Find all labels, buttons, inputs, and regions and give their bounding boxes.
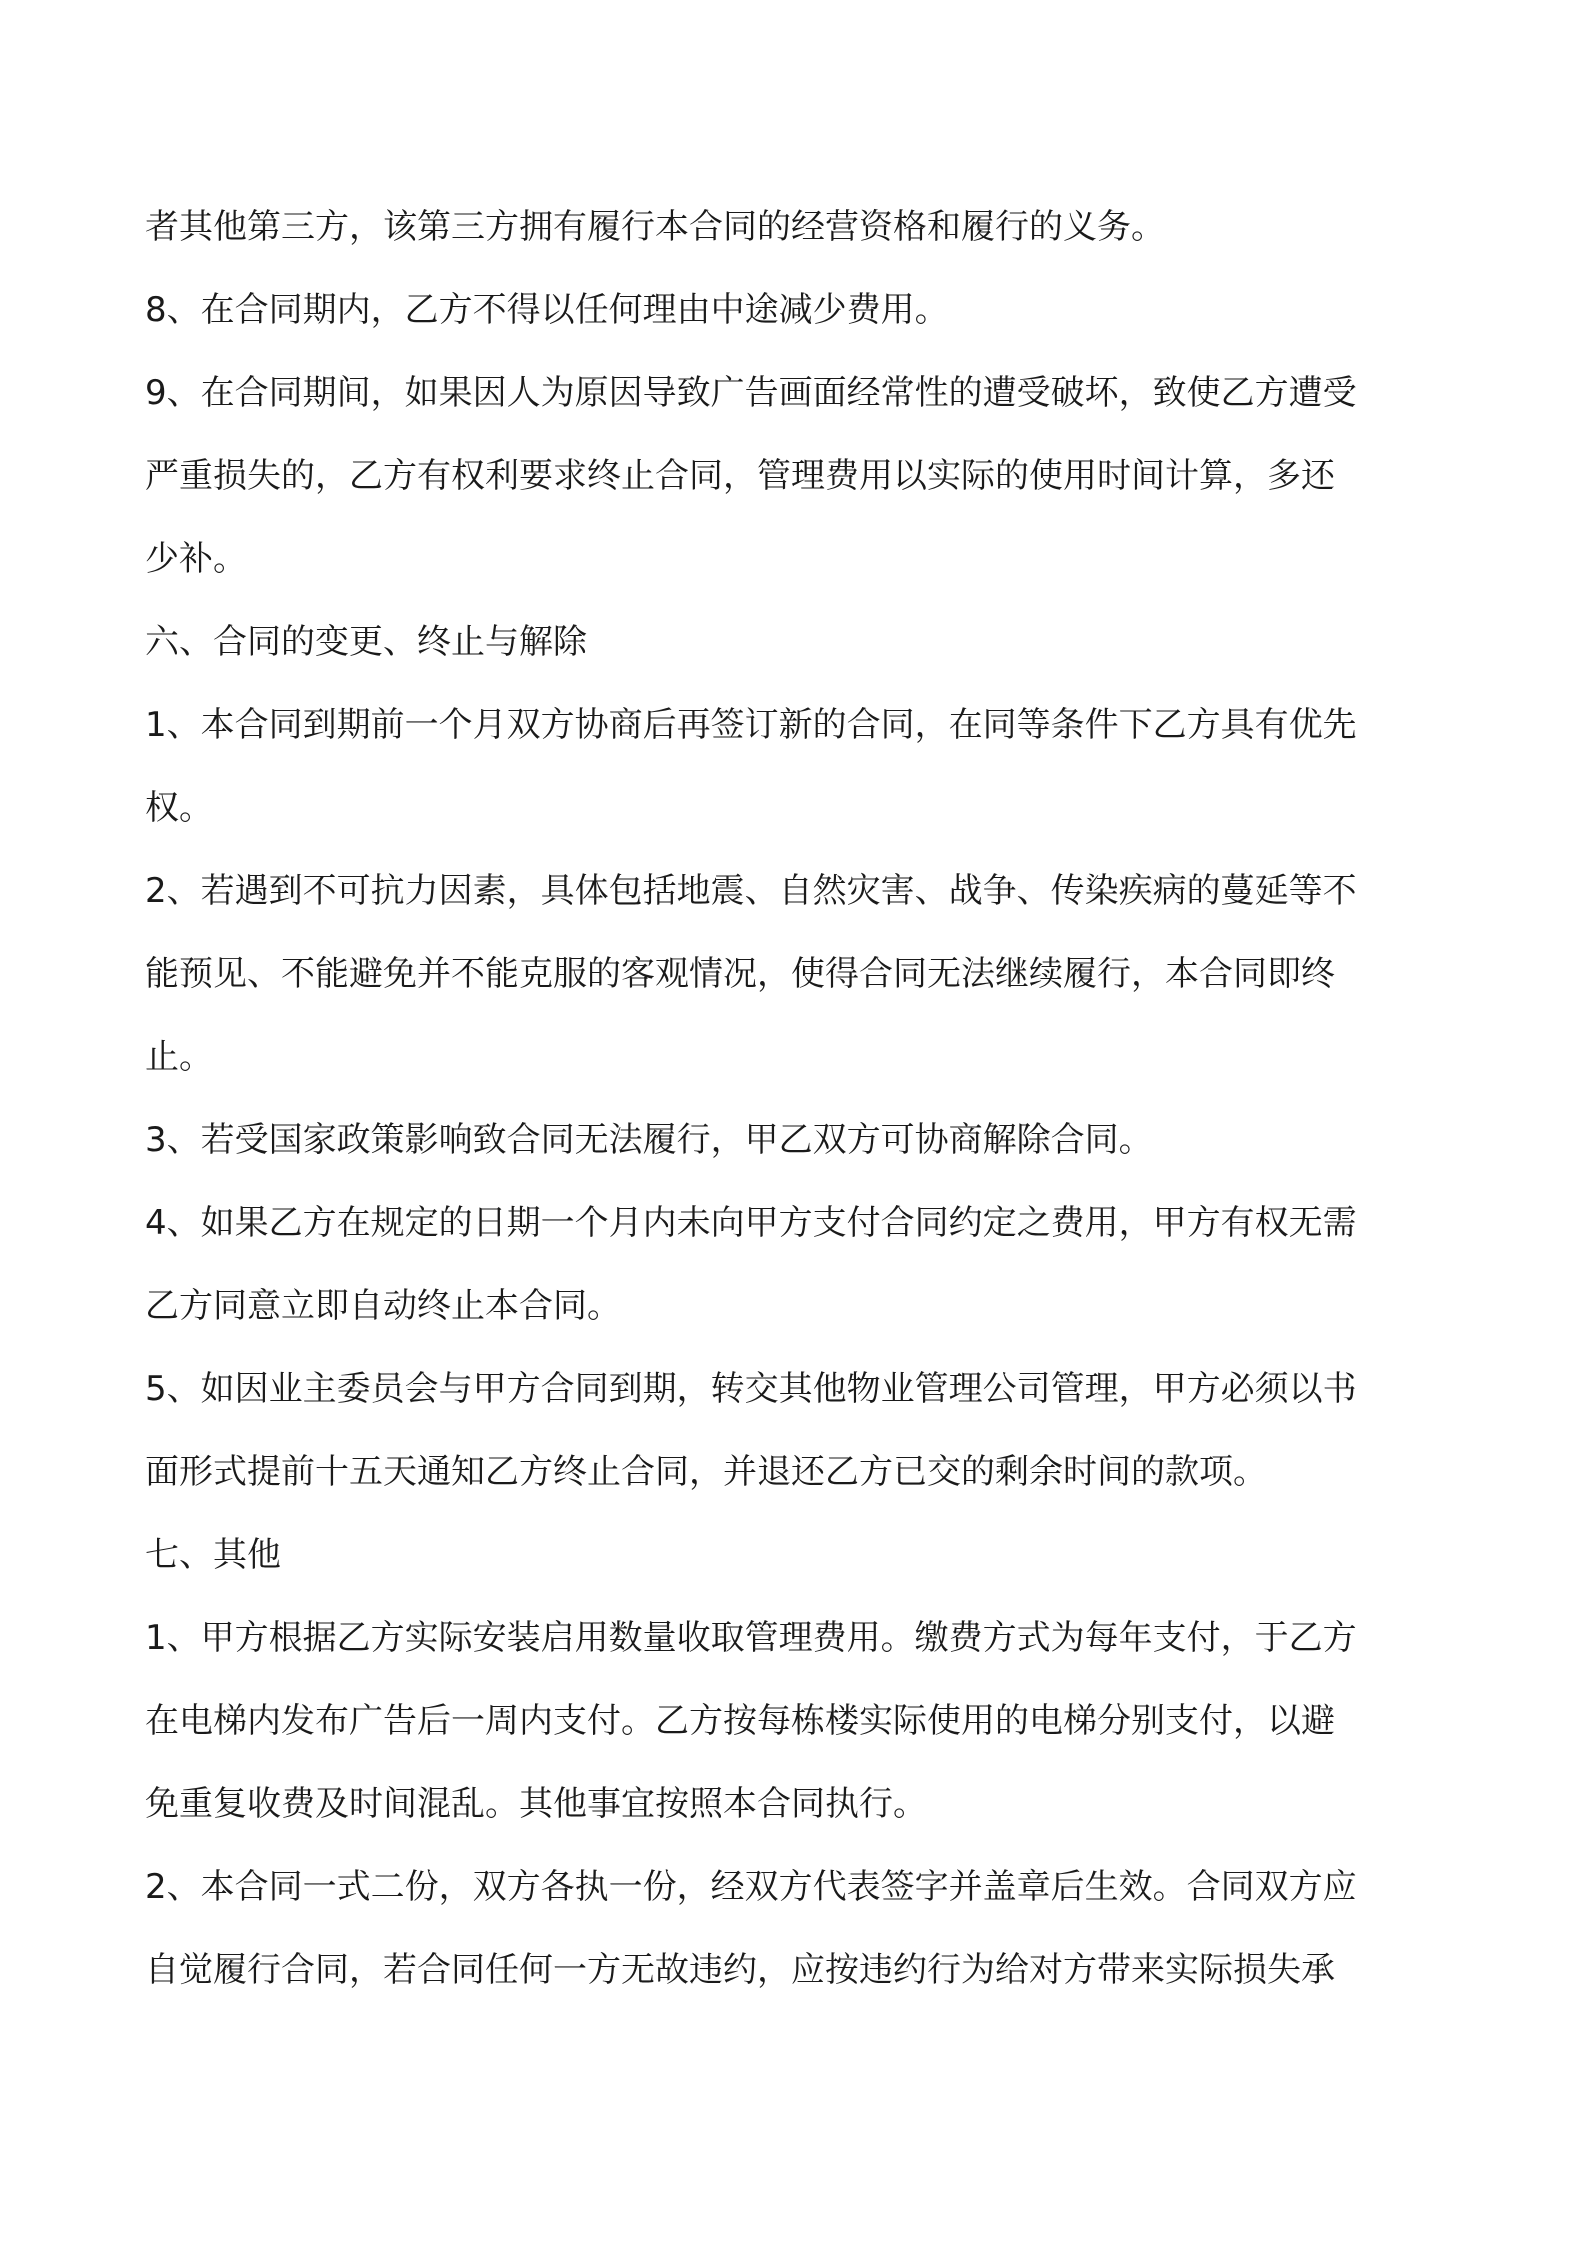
text-line: 面形式提前十五天通知乙方终止合同，并退还乙方已交的剩余时间的款项。	[145, 1452, 1267, 1492]
text-line: 8、在合同期内，乙方不得以任何理由中途减少费用。	[145, 290, 949, 330]
text-line: 3、若受国家政策影响致合同无法履行，甲乙双方可协商解除合同。	[145, 1120, 1153, 1160]
text-line: 1、甲方根据乙方实际安装启用数量收取管理费用。缴费方式为每年支付，于乙方	[145, 1618, 1357, 1658]
text-line: 1、本合同到期前一个月双方协商后再签订新的合同，在同等条件下乙方具有优先	[145, 705, 1357, 745]
text-line: 乙方同意立即自动终止本合同。	[145, 1286, 621, 1326]
text-line: 2、若遇到不可抗力因素，具体包括地震、自然灾害、战争、传染疾病的蔓延等不	[145, 871, 1357, 911]
text-line: 止。	[145, 1037, 213, 1077]
text-line: 者其他第三方，该第三方拥有履行本合同的经营资格和履行的义务。	[145, 207, 1165, 247]
section-heading: 六、合同的变更、终止与解除	[145, 622, 587, 662]
text-line: 在电梯内发布广告后一周内支付。乙方按每栋楼实际使用的电梯分别支付，以避	[145, 1701, 1335, 1741]
text-line: 自觉履行合同，若合同任何一方无故违约，应按违约行为给对方带来实际损失承	[145, 1950, 1335, 1990]
text-line: 2、本合同一式二份，双方各执一份，经双方代表签字并盖章后生效。合同双方应	[145, 1867, 1357, 1907]
text-line: 少补。	[145, 539, 247, 579]
text-line: 严重损失的，乙方有权利要求终止合同，管理费用以实际的使用时间计算，多还	[145, 456, 1335, 496]
text-line: 能预见、不能避免并不能克服的客观情况，使得合同无法继续履行，本合同即终	[145, 954, 1335, 994]
text-line: 5、如因业主委员会与甲方合同到期，转交其他物业管理公司管理，甲方必须以书	[145, 1369, 1357, 1409]
text-line: 免重复收费及时间混乱。其他事宜按照本合同执行。	[145, 1784, 927, 1824]
section-heading: 七、其他	[145, 1535, 281, 1575]
text-line: 4、如果乙方在规定的日期一个月内未向甲方支付合同约定之费用，甲方有权无需	[145, 1203, 1357, 1243]
text-line: 9、在合同期间，如果因人为原因导致广告画面经常性的遭受破坏，致使乙方遭受	[145, 373, 1357, 413]
text-line: 权。	[145, 788, 213, 828]
